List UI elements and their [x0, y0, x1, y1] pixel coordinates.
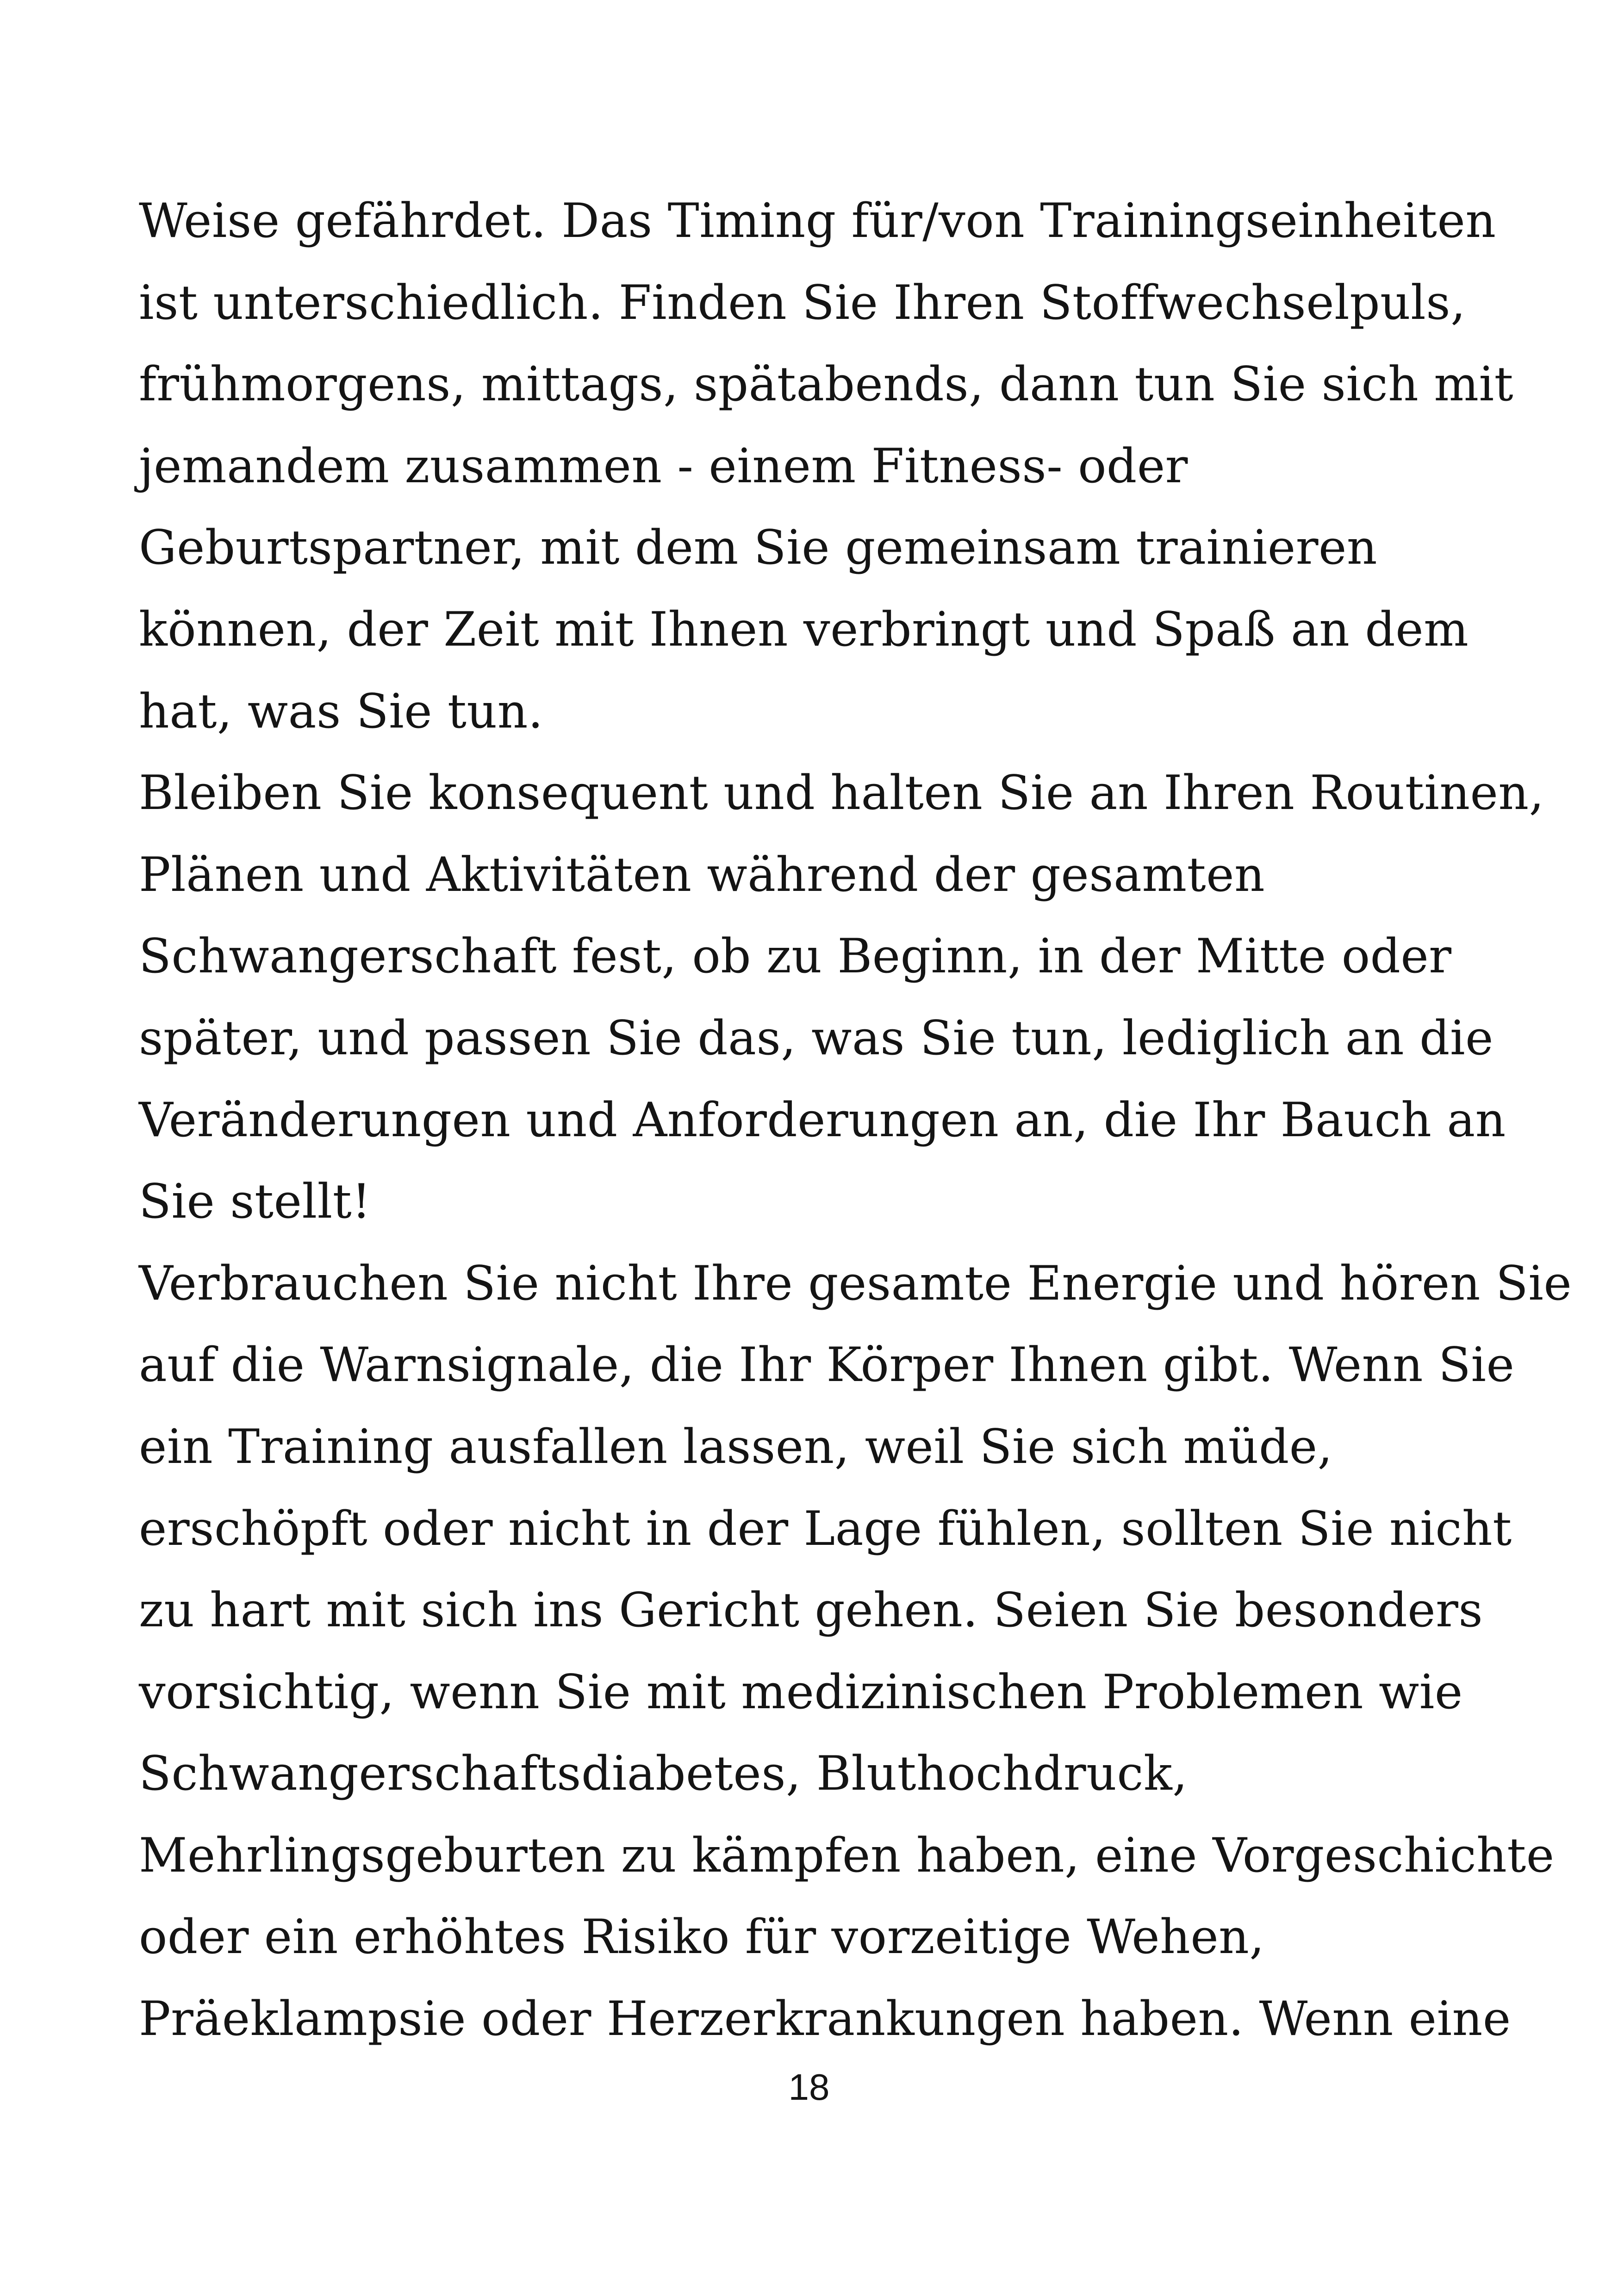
- text-line: ein Training ausfallen lassen, weil Sie sich müde,: [139, 1419, 1333, 1475]
- text-line: Sie stellt!: [139, 1174, 371, 1230]
- text-line: frühmorgens, mittags, spätabends, dann tun Sie sich mit: [139, 357, 1514, 412]
- text-line: Mehrlingsgeburten zu kämpfen haben, eine Vorgeschichte: [139, 1828, 1555, 1883]
- text-line: Weise gefährdet. Das Timing für/von Trainingseinheiten: [139, 193, 1496, 249]
- text-line: jemandem zusammen - einem Fitness- oder: [139, 438, 1188, 494]
- text-line: auf die Warnsignale, die Ihr Körper Ihnen gibt. Wenn Sie: [139, 1338, 1515, 1393]
- text-line: erschöpft oder nicht in der Lage fühlen, sollten Sie nicht: [139, 1501, 1512, 1556]
- text-line: Schwangerschaftsdiabetes, Bluthochdruck,: [139, 1746, 1188, 1802]
- text-line: ist unterschiedlich. Finden Sie Ihren Stoffwechselpuls,: [139, 275, 1466, 330]
- text-line: Verbrauchen Sie nicht Ihre gesamte Energie und hören Sie: [139, 1256, 1572, 1311]
- text-line: oder ein erhöhtes Risiko für vorzeitige Wehen,: [139, 1910, 1265, 1965]
- text-line: Bleiben Sie konsequent und halten Sie an Ihren Routinen,: [139, 765, 1544, 821]
- text-line: Präeklampsie oder Herzerkrankungen haben. Wenn eine: [139, 1991, 1511, 2047]
- text-line: Veränderungen und Anforderungen an, die Ihr Bauch an: [139, 1092, 1506, 1148]
- text-line: können, der Zeit mit Ihnen verbringt und Spaß an dem: [139, 602, 1469, 657]
- text-line: hat, was Sie tun.: [139, 684, 543, 739]
- text-line: Plänen und Aktivitäten während der gesamten: [139, 847, 1265, 902]
- text-line: Schwangerschaft fest, ob zu Beginn, in der Mitte oder: [139, 929, 1452, 984]
- text-line: zu hart mit sich ins Gericht gehen. Seien Sie besonders: [139, 1583, 1483, 1638]
- body-text: [139, 180, 1572, 2060]
- text-line: später, und passen Sie das, was Sie tun, lediglich an die: [139, 1010, 1494, 1066]
- text-line: vorsichtig, wenn Sie mit medizinischen Problemen wie: [139, 1664, 1463, 1720]
- text-line: Geburtspartner, mit dem Sie gemeinsam trainieren: [139, 520, 1378, 576]
- page-number: 18: [788, 2066, 830, 2108]
